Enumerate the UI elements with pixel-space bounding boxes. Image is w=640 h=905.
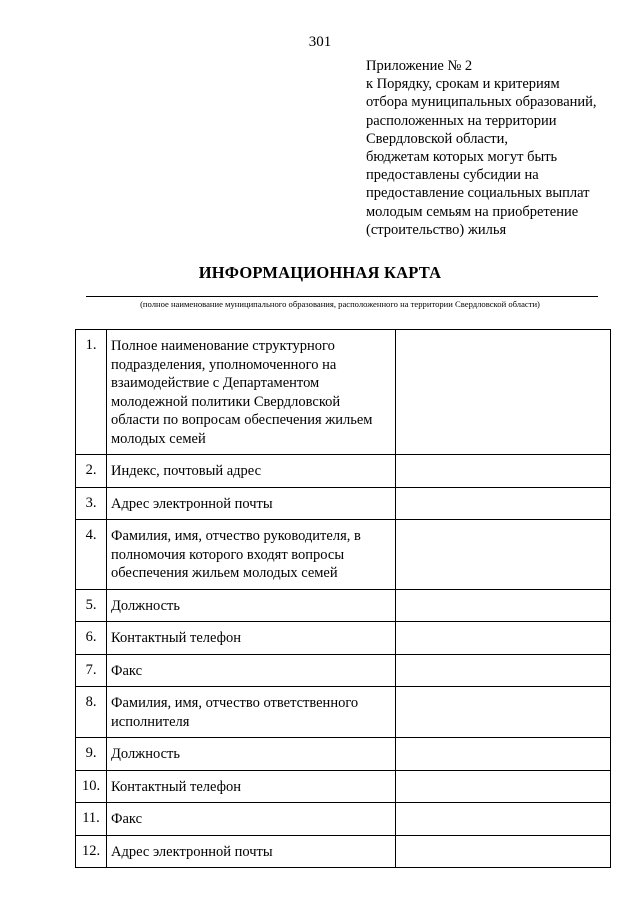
- table-row: [76, 330, 611, 455]
- row-value-cell[interactable]: [396, 687, 611, 738]
- appendix-line: Приложение № 2: [366, 58, 473, 74]
- appendix-line: бюджетам которых могут быть: [366, 149, 558, 166]
- row-value-cell[interactable]: [396, 455, 611, 488]
- row-value-cell[interactable]: [396, 654, 611, 687]
- table-row: [76, 455, 611, 488]
- row-value-cell[interactable]: [396, 803, 611, 836]
- row-label: Фамилия, имя, отчество ответственного исполнителя: [107, 687, 396, 738]
- row-number: 6.: [76, 622, 107, 655]
- page-number: 301: [308, 34, 332, 50]
- appendix-line: предоставлены субсидии на: [366, 167, 539, 184]
- table-row: [76, 654, 611, 687]
- table-row: [76, 520, 611, 590]
- row-value-cell[interactable]: [396, 622, 611, 655]
- row-number: 9.: [76, 738, 107, 771]
- appendix-line: Свердловской области,: [366, 130, 509, 147]
- row-label: Полное наименование структурного подразделения, уполномоченного на взаимодействие с Департаментом молодежной политики Свердловской области по вопросам обеспечения жильем молодых семей: [107, 330, 396, 455]
- row-value-cell[interactable]: [396, 520, 611, 590]
- municipality-name-caption: (полное наименование муниципального образования, расположенного на территории Свердловской области): [140, 299, 540, 309]
- table-row: [76, 687, 611, 738]
- row-label: Факс: [107, 654, 396, 687]
- row-label: Фамилия, имя, отчество руководителя, в полномочия которого входят вопросы обеспечения жильем молодых семей: [107, 520, 396, 590]
- row-number: 11.: [76, 803, 107, 836]
- row-number: 5.: [76, 589, 107, 622]
- row-label: Адрес электронной почты: [107, 487, 396, 520]
- document-title: ИНФОРМАЦИОННАЯ КАРТА: [198, 263, 442, 282]
- row-label: Факс: [107, 803, 396, 836]
- info-table: [75, 329, 611, 868]
- table-row: [76, 487, 611, 520]
- table-row: [76, 589, 611, 622]
- table-row: [76, 622, 611, 655]
- row-number: 4.: [76, 520, 107, 590]
- table-row: [76, 738, 611, 771]
- appendix-line: (строительство) жилья: [366, 221, 507, 238]
- table-row: [76, 803, 611, 836]
- row-label: Индекс, почтовый адрес: [107, 455, 396, 488]
- row-number: 7.: [76, 654, 107, 687]
- row-number: 2.: [76, 455, 107, 488]
- table-row: [76, 835, 611, 868]
- appendix-line: отбора муниципальных образований,: [366, 94, 597, 111]
- row-label: Адрес электронной почты: [107, 835, 396, 868]
- row-label: Контактный телефон: [107, 622, 396, 655]
- row-value-cell[interactable]: [396, 589, 611, 622]
- appendix-line: расположенных на территории: [366, 112, 557, 129]
- municipality-name-line: [86, 296, 598, 297]
- row-number: 1.: [76, 330, 107, 455]
- appendix-line: предоставление социальных выплат: [366, 185, 590, 202]
- appendix-line: к Порядку, срокам и критериям: [366, 76, 560, 93]
- appendix-block: [366, 57, 628, 239]
- row-label: Должность: [107, 589, 396, 622]
- row-label: Контактный телефон: [107, 770, 396, 803]
- row-value-cell[interactable]: [396, 738, 611, 771]
- row-value-cell[interactable]: [396, 770, 611, 803]
- row-label: Должность: [107, 738, 396, 771]
- row-value-cell[interactable]: [396, 487, 611, 520]
- row-number: 8.: [76, 687, 107, 738]
- appendix-line: молодым семьям на приобретение: [366, 203, 579, 220]
- row-number: 10.: [76, 770, 107, 803]
- row-value-cell[interactable]: [396, 835, 611, 868]
- row-number: 3.: [76, 487, 107, 520]
- row-number: 12.: [76, 835, 107, 868]
- row-value-cell[interactable]: [396, 330, 611, 455]
- table-row: [76, 770, 611, 803]
